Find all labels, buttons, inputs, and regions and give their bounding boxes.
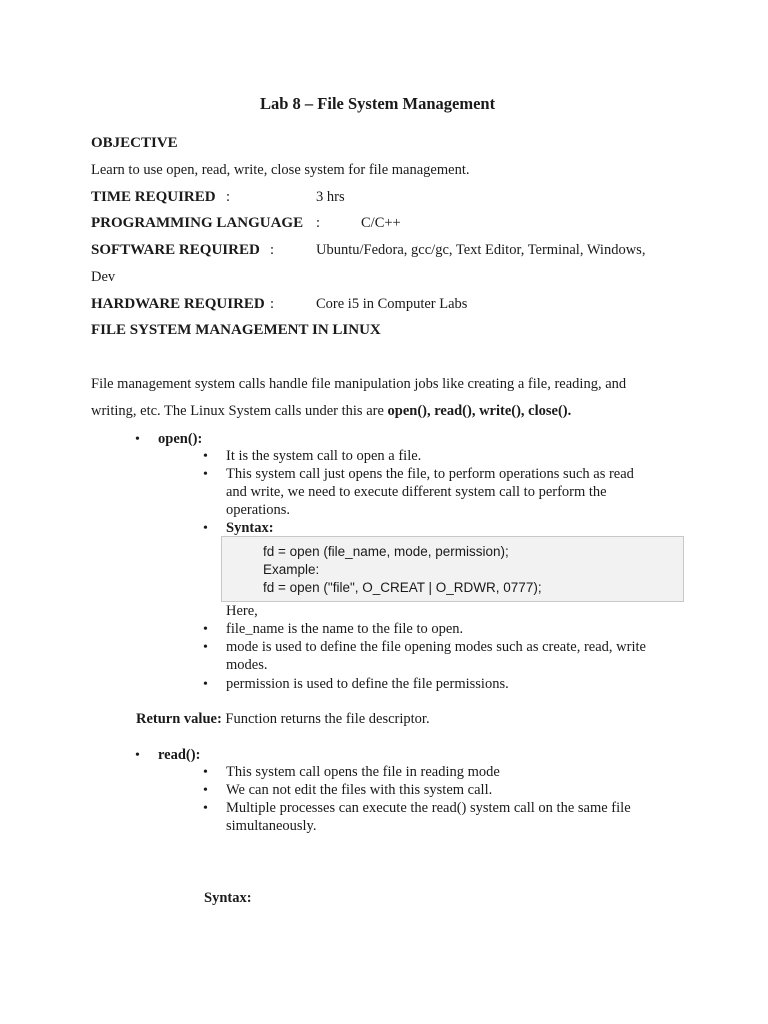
bullet-icon: • [135, 432, 140, 447]
bullet-icon: • [203, 521, 208, 536]
language-value: C/C++ [361, 215, 401, 231]
open-syntax-label: Syntax: [226, 520, 274, 536]
time-required-sep: : [226, 189, 231, 205]
hardware-sep: : [270, 296, 275, 312]
software-label: SOFTWARE REQUIRED [91, 242, 260, 258]
bullet-icon: • [203, 640, 208, 655]
read-item: Multiple processes can execute the read() system call on the same file [226, 800, 631, 816]
section-heading: FILE SYSTEM MANAGEMENT IN LINUX [91, 322, 381, 338]
intro-line-2 [91, 403, 571, 420]
software-sep: : [270, 242, 275, 258]
param-item: mode is used to define the file opening modes such as create, read, write [226, 639, 646, 655]
hardware-label: HARDWARE REQUIRED [91, 296, 265, 312]
language-label: PROGRAMMING LANGUAGE [91, 215, 304, 231]
open-item-cont: operations. [226, 502, 291, 518]
bullet-icon: • [203, 449, 208, 464]
language-sep: : [316, 215, 321, 231]
read-item: This system call opens the file in reading mode [226, 764, 500, 780]
hardware-value: Core i5 in Computer Labs [316, 296, 468, 312]
return-value [136, 711, 430, 728]
objective-heading: OBJECTIVE [91, 135, 178, 151]
code-block [221, 536, 684, 602]
read-syntax-label: Syntax: [204, 890, 252, 906]
here-text: Here, [226, 603, 258, 619]
code-line: fd = open (file_name, mode, permission); [263, 544, 509, 559]
open-item-cont: and write, we need to execute different system call to perform the [226, 484, 607, 500]
bullet-icon: • [203, 467, 208, 482]
bullet-icon: • [135, 748, 140, 763]
bullet-icon: • [203, 801, 208, 816]
page-title: Lab 8 – File System Management [260, 94, 496, 113]
param-item: file_name is the name to the file to open. [226, 621, 464, 637]
software-value-cont: Dev [91, 269, 116, 285]
intro-line-2-text: writing, etc. The Linux System calls under this are [91, 403, 388, 419]
intro-system-calls: open(), read(), write(), close(). [387, 403, 572, 419]
param-item-cont: modes. [226, 657, 268, 673]
time-required-value: 3 hrs [316, 189, 345, 205]
return-value-text: Function returns the file descriptor. [225, 711, 430, 727]
bullet-icon: • [203, 783, 208, 798]
open-item: This system call just opens the file, to perform operations such as read [226, 466, 634, 482]
bullet-icon: • [203, 677, 208, 692]
param-item: permission is used to define the file permissions. [226, 676, 509, 692]
intro-line-1: File management system calls handle file manipulation jobs like creating a file, reading, and [91, 376, 627, 392]
return-value-label: Return value: [136, 711, 222, 727]
bullet-icon: • [203, 622, 208, 637]
read-heading: read(): [158, 747, 201, 763]
read-item-cont: simultaneously. [226, 818, 317, 834]
code-line: fd = open ("file", O_CREAT | O_RDWR, 0777); [263, 580, 542, 595]
code-line: Example: [263, 562, 320, 577]
bullet-icon: • [203, 765, 208, 780]
read-item: We can not edit the files with this system call. [226, 782, 493, 798]
open-heading: open(): [158, 431, 203, 447]
objective-text: Learn to use open, read, write, close system for file management. [91, 162, 470, 178]
time-required-label: TIME REQUIRED [91, 189, 216, 205]
software-value: Ubuntu/Fedora, gcc/gc, Text Editor, Terminal, Windows, [316, 242, 646, 258]
open-item: It is the system call to open a file. [226, 448, 422, 464]
